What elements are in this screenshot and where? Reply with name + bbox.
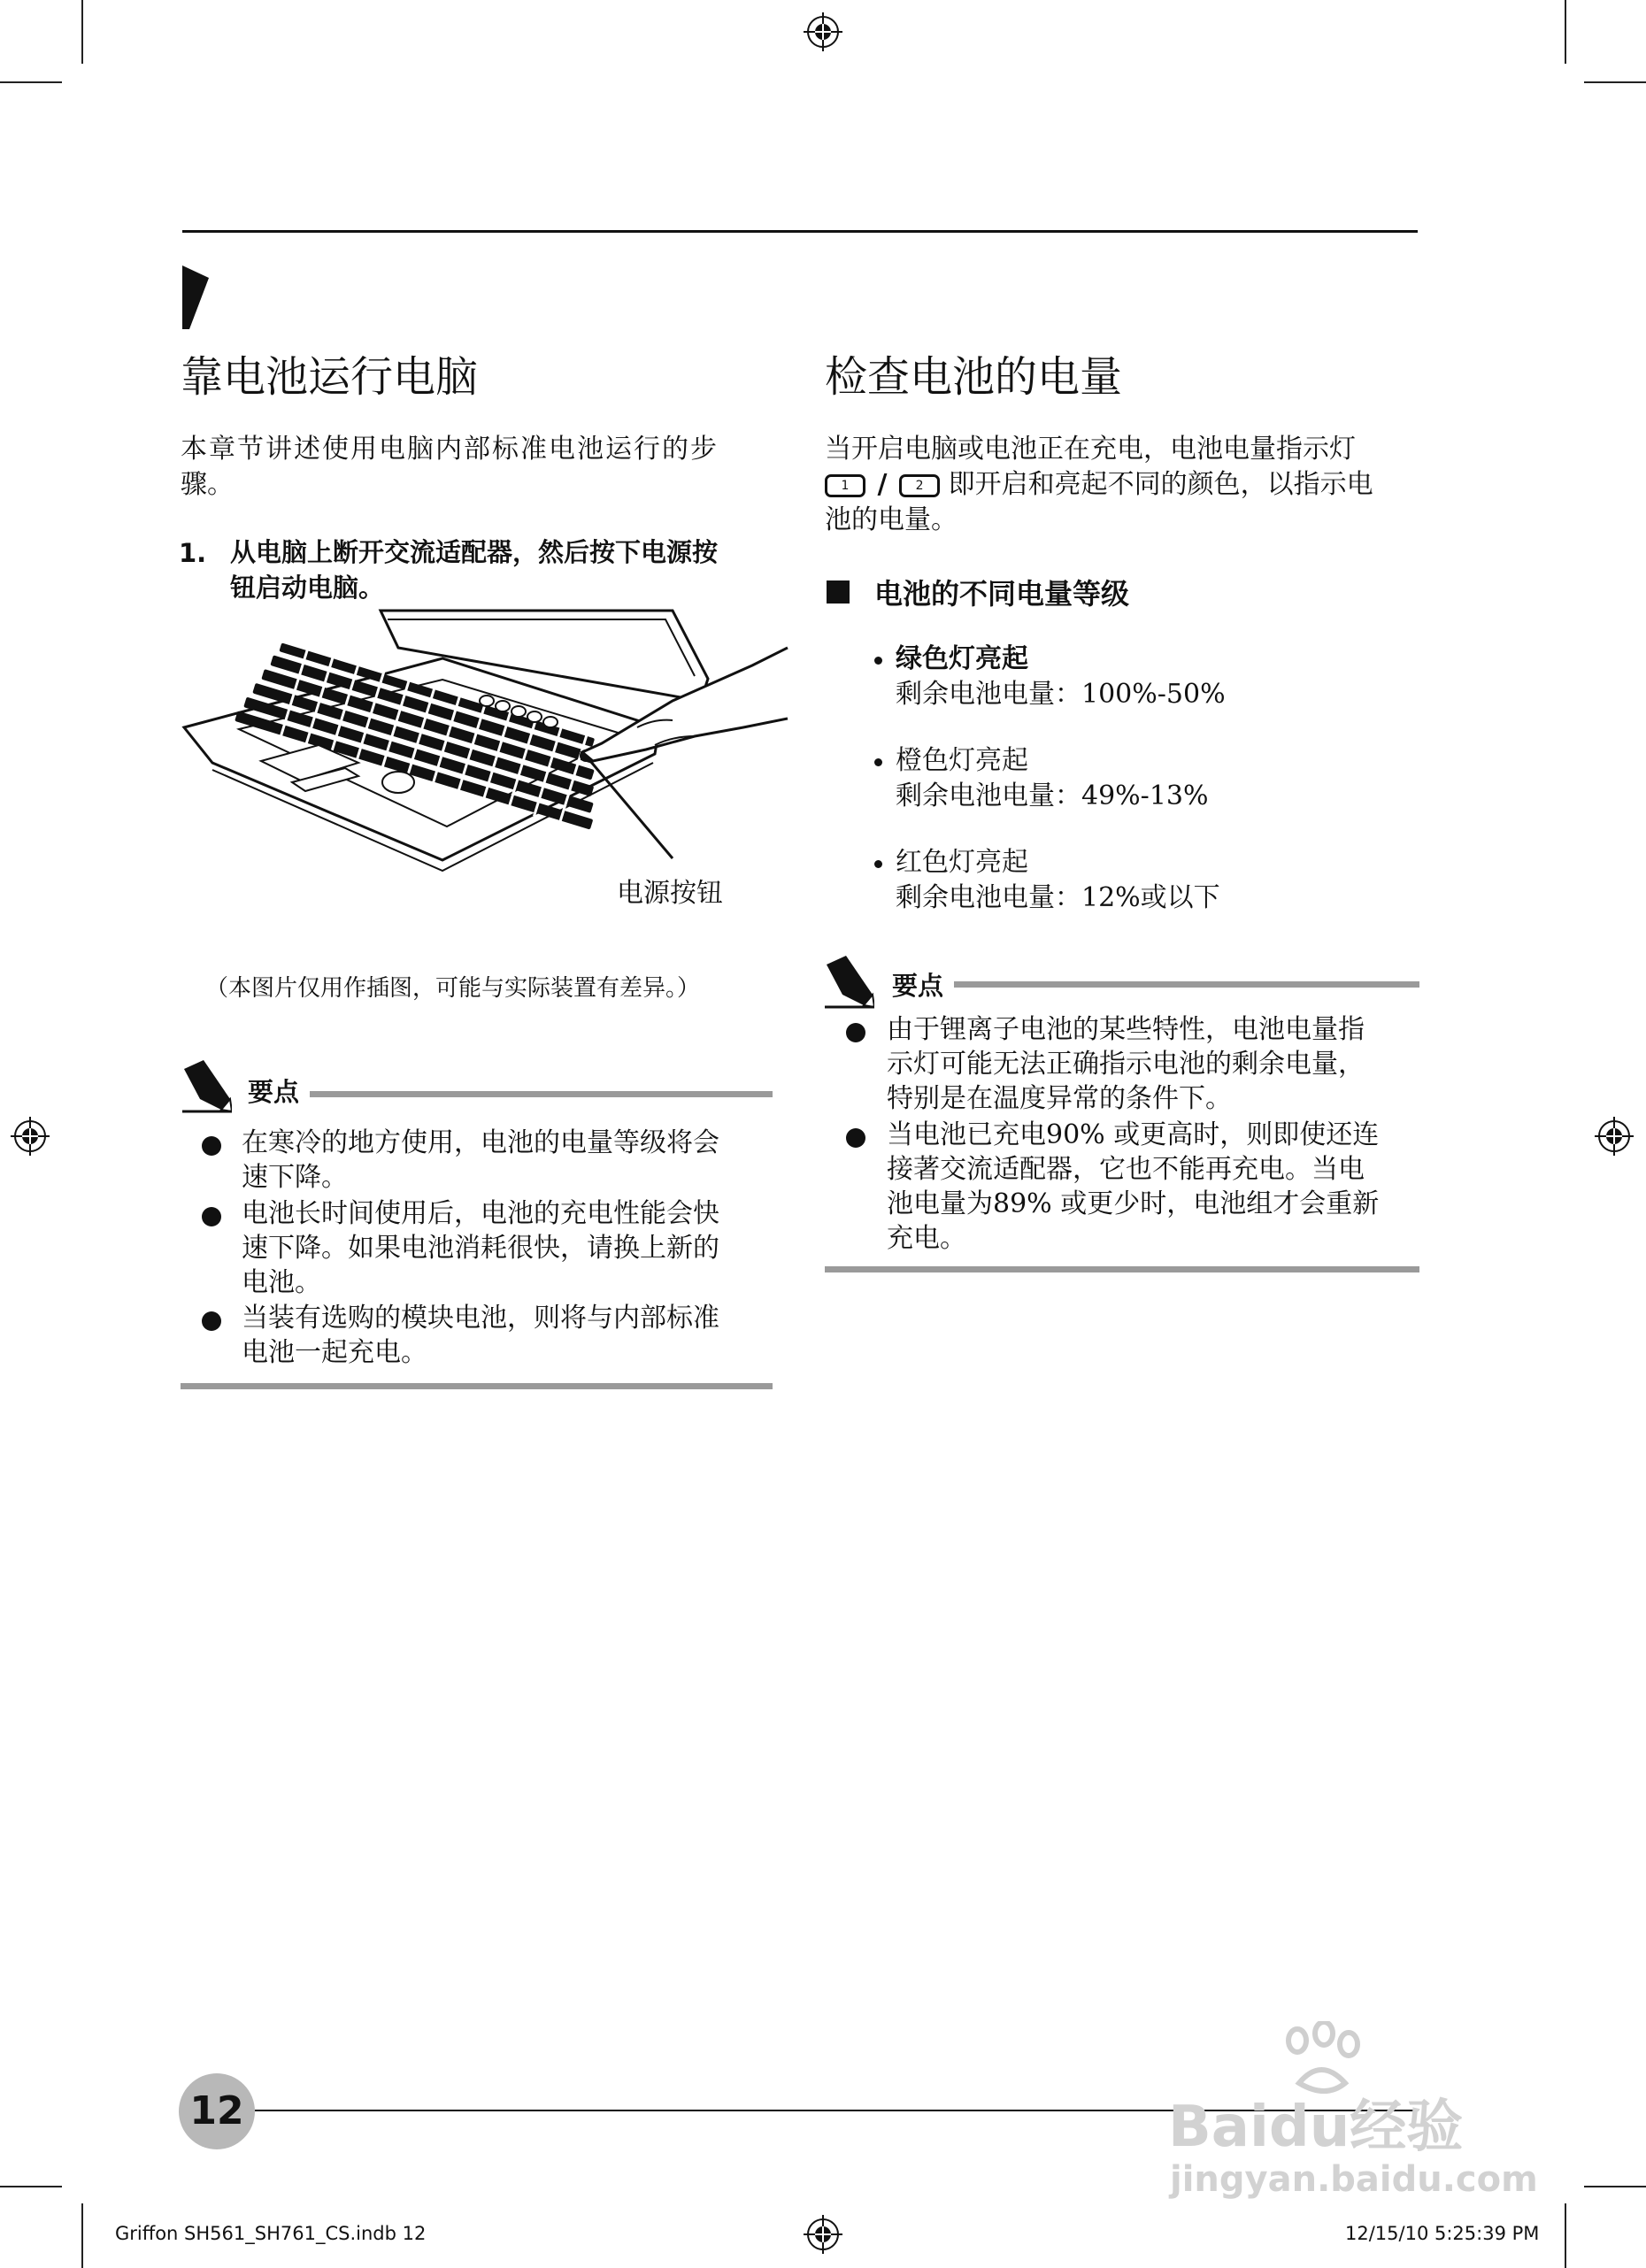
note-item — [887, 1012, 1418, 1116]
registration-mark-icon — [1595, 1117, 1634, 1156]
pencil-note-icon — [182, 1060, 232, 1113]
text-line: 当电池已充电90% 或更高时，则即使还连 — [887, 1119, 1380, 1150]
battery-indicator-1-icon — [825, 474, 865, 497]
section-heading: 靠电池运行电脑 — [181, 352, 479, 402]
note-rule — [310, 1091, 773, 1097]
bullet — [846, 1128, 865, 1148]
crop-mark — [81, 2203, 83, 2268]
battery-indicator-2-icon — [899, 474, 940, 497]
text-line: 当装有选购的模块电池，则将与内部标准 — [242, 1303, 719, 1334]
square-bullet — [827, 580, 850, 604]
note-bottom-rule — [825, 1266, 1419, 1272]
text-line: 由于锂离子电池的某些特性，电池电量指 — [887, 1014, 1365, 1045]
header-rule — [182, 230, 1418, 233]
level-head: 橙色灯亮起 — [896, 745, 1028, 776]
text-line: 电池。 — [242, 1267, 321, 1298]
watermark-brand: Baidu经验 — [1168, 2095, 1464, 2160]
bullet — [874, 657, 882, 665]
bullet — [202, 1207, 221, 1226]
figure-caption: （本图片仅用作插图，可能与实际装置有差异。） — [205, 975, 701, 1002]
crop-mark — [0, 81, 62, 83]
level-head: 红色灯亮起 — [896, 847, 1028, 878]
slash: / — [877, 469, 888, 500]
note-rule — [954, 981, 1419, 988]
intro-paragraph — [181, 432, 773, 503]
text-line — [825, 467, 1418, 503]
text-line: 电池一起充电。 — [242, 1337, 427, 1368]
crop-mark — [1565, 2203, 1566, 2268]
text-line: 当开启电脑或电池正在充电，电池电量指示灯 — [825, 434, 1356, 465]
bullet — [874, 758, 882, 766]
registration-mark-icon — [11, 1117, 50, 1156]
text-line: 骤。 — [181, 469, 234, 500]
text-line: 速下降。如果电池消耗很快，请换上新的 — [242, 1233, 719, 1264]
crop-mark — [1584, 81, 1646, 83]
level-head: 绿色灯亮起 — [896, 643, 1028, 674]
slug-timestamp: 12/15/10 5:25:39 PM — [1345, 2223, 1540, 2244]
section-heading: 检查电池的电量 — [825, 352, 1123, 402]
level-value: 剩余电池电量：49%-13% — [896, 780, 1209, 811]
pencil-note-icon — [825, 956, 874, 1009]
level-value: 剩余电池电量：12%或以下 — [896, 882, 1220, 913]
laptop-illustration — [177, 595, 796, 887]
text-line: 电池长时间使用后，电池的充电性能会快 — [242, 1198, 719, 1229]
text-line: 在寒冷的地方使用，电池的电量等级将会 — [242, 1127, 719, 1158]
text-line: 本章节讲述使用电脑内部标准电池运行的步 — [181, 434, 719, 465]
text-line: 充电。 — [887, 1223, 966, 1254]
crop-mark — [1584, 2186, 1646, 2187]
text-line: 池电量为89% 或更少时，电池组才会重新 — [887, 1188, 1380, 1219]
text-line: 钮启动电脑。 — [230, 573, 385, 603]
note-title: 要点 — [892, 971, 944, 1001]
icon-digit: 2 — [915, 479, 924, 493]
text-line: 池的电量。 — [825, 504, 958, 535]
text-line: 特别是在温度异常的条件下。 — [887, 1083, 1232, 1114]
watermark-url: jingyan.baidu.com — [1170, 2159, 1538, 2200]
note-item — [242, 1301, 773, 1370]
text-line: 从电脑上断开交流适配器，然后按下电源按 — [230, 537, 719, 567]
page-number: 12 — [189, 2088, 244, 2133]
text-line: 示灯可能无法正确指示电池的剩余电量， — [887, 1049, 1365, 1080]
note-item — [887, 1118, 1418, 1256]
icon-digit: 1 — [841, 479, 850, 493]
corner-wedge — [182, 265, 209, 329]
level-value: 剩余电池电量：100%-50% — [896, 679, 1226, 710]
intro-paragraph — [825, 432, 1418, 538]
registration-mark-icon — [804, 2215, 842, 2254]
registration-mark-icon — [804, 12, 842, 51]
power-button-callout: 电源按钮 — [617, 878, 723, 909]
note-bottom-rule — [181, 1383, 773, 1389]
bullet — [846, 1023, 865, 1042]
slug-file: Griffon SH561_SH761_CS.indb 12 — [115, 2223, 427, 2244]
step-number: 1. — [179, 538, 207, 568]
bullet — [202, 1136, 221, 1156]
note-title: 要点 — [248, 1077, 300, 1107]
bullet — [874, 860, 882, 868]
text-line: 接著交流适配器，它也不能再充电。当电 — [887, 1154, 1365, 1185]
note-item — [242, 1126, 773, 1195]
text-line: 速下降。 — [242, 1162, 348, 1193]
crop-mark — [1565, 0, 1566, 64]
bullet — [202, 1311, 221, 1331]
note-item — [242, 1196, 773, 1300]
text-span: 即开启和亮起不同的颜色，以指示电 — [948, 469, 1373, 500]
crop-mark — [81, 0, 83, 64]
crop-mark — [0, 2186, 62, 2187]
levels-title: 电池的不同电量等级 — [874, 577, 1130, 611]
